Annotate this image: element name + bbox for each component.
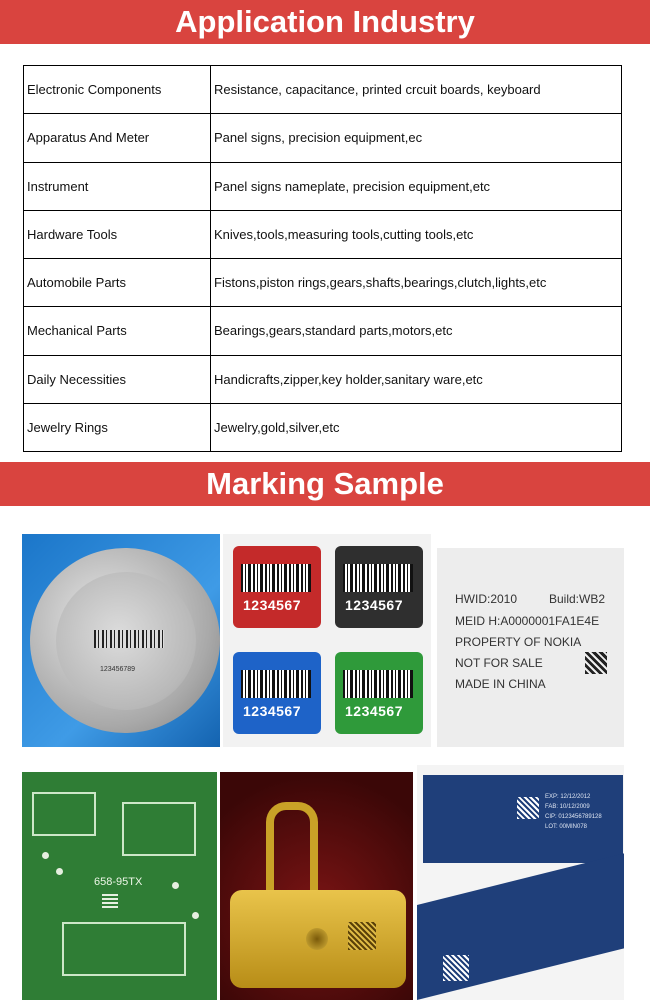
keyhole-icon: [306, 928, 328, 950]
applications-cell: Bearings,gears,standard parts,motors,etc: [211, 307, 622, 355]
label-not-for-sale: NOT FOR SALE: [455, 656, 543, 670]
table-row: [24, 307, 622, 355]
pcb-pad: [172, 882, 179, 889]
box-fab: FAB: 10/12/2009: [545, 804, 590, 810]
applications-cell: Jewelry,gold,silver,etc: [211, 403, 622, 451]
black-tag: [335, 546, 423, 628]
label-meid: MEID H:A0000001FA1E4E: [455, 614, 600, 628]
table-row: [24, 162, 622, 210]
industry-cell: Electronic Components: [24, 66, 211, 114]
datamatrix-icon: [585, 652, 607, 674]
barcode-mark: [241, 564, 311, 592]
application-industry-banner: Application Industry: [0, 0, 650, 44]
datamatrix-icon: [102, 892, 118, 908]
pcb-trace: [122, 802, 196, 856]
pcb-trace: [32, 792, 96, 836]
applications-cell: Knives,tools,measuring tools,cutting tools,etc: [211, 210, 622, 258]
applications-cell: Panel signs nameplate, precision equipment,etc: [211, 162, 622, 210]
table-row: [24, 114, 622, 162]
applications-cell: Panel signs, precision equipment,ec: [211, 114, 622, 162]
industry-cell: Instrument: [24, 162, 211, 210]
label-made-in: MADE IN CHINA: [455, 677, 546, 691]
datamatrix-icon: [443, 955, 469, 981]
green-tag: [335, 652, 423, 734]
tag-serial: 1234567: [243, 597, 302, 613]
tag-serial: 1234567: [345, 703, 404, 719]
label-hwid: HWID:2010: [455, 592, 518, 606]
cup-serial: 123456789: [100, 666, 136, 673]
pcb-marking: 658-95TX: [94, 876, 143, 888]
pcb-trace: [62, 922, 186, 976]
pcb-sample-photo: [22, 772, 217, 1000]
barcode-mark: [94, 630, 164, 648]
industry-cell: Mechanical Parts: [24, 307, 211, 355]
tags-sample-photo: [223, 534, 431, 747]
red-tag: [233, 546, 321, 628]
datamatrix-icon: [517, 797, 539, 819]
pcb-pad: [42, 852, 49, 859]
barcode-mark: [343, 564, 413, 592]
applications-cell: Fistons,piston rings,gears,shafts,bearings,clutch,lights,etc: [211, 259, 622, 307]
table-row: [24, 259, 622, 307]
applications-cell: Handicrafts,zipper,key holder,sanitary ware,etc: [211, 355, 622, 403]
marking-sample-banner: Marking Sample: [0, 462, 650, 506]
label-build: Build:WB2: [549, 592, 606, 606]
barcode-mark: [241, 670, 311, 698]
industry-cell: Jewelry Rings: [24, 403, 211, 451]
box-top: [423, 775, 623, 863]
pcb-pad: [56, 868, 63, 875]
datamatrix-icon: [348, 922, 376, 950]
industry-cell: Apparatus And Meter: [24, 114, 211, 162]
industry-cell: Automobile Parts: [24, 259, 211, 307]
applications-cell: Resistance, capacitance, printed crcuit boards, keyboard: [211, 66, 622, 114]
label-property: PROPERTY OF NOKIA: [455, 635, 582, 649]
table-row: [24, 66, 622, 114]
tag-serial: 1234567: [345, 597, 404, 613]
industry-cell: Hardware Tools: [24, 210, 211, 258]
table-row: [24, 403, 622, 451]
pcb-pad: [192, 912, 199, 919]
padlock-sample-photo: [220, 772, 413, 1000]
box-sample-photo: [417, 765, 624, 1000]
nokia-label-photo: [437, 548, 624, 747]
industry-cell: Daily Necessities: [24, 355, 211, 403]
barcode-mark: [343, 670, 413, 698]
box-exp: EXP: 12/12/2012: [545, 794, 591, 800]
table-row: [24, 210, 622, 258]
tag-serial: 1234567: [243, 703, 302, 719]
box-lot: LOT: 00MIN078: [545, 824, 588, 830]
blue-tag: [233, 652, 321, 734]
table-row: [24, 355, 622, 403]
cup-sample-photo: [22, 534, 220, 747]
application-table: [23, 65, 622, 452]
box-cip: CIP: 0123456789128: [545, 814, 602, 820]
